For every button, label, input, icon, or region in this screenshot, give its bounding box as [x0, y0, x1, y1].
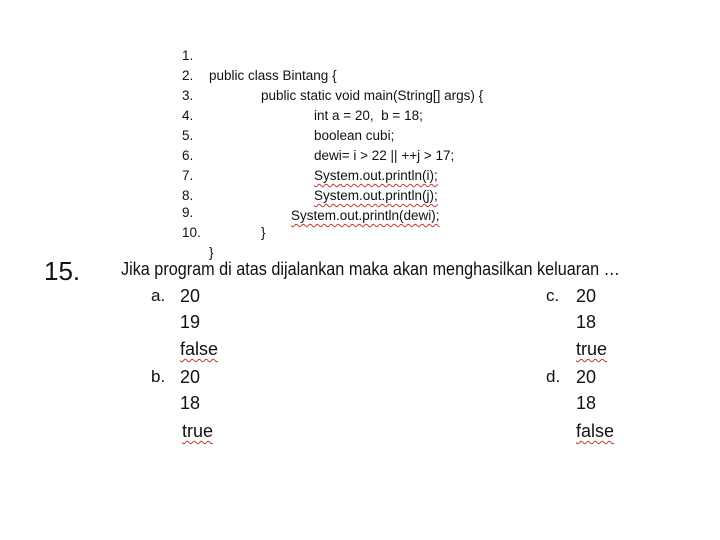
line-number: 2. — [182, 68, 194, 83]
question-text: Jika program di atas dijalankan maka akan menghasilkan keluaran … — [121, 259, 620, 279]
option-letter: a. — [151, 286, 166, 305]
option-letter: d. — [546, 367, 561, 386]
code-text: System.out.println(j); — [314, 188, 438, 203]
line-number: 5. — [182, 128, 194, 143]
line-number: 4. — [182, 108, 194, 123]
option-line: 18 — [576, 393, 597, 413]
code-line — [0, 203, 214, 260]
option-letter: b. — [151, 367, 166, 386]
option-line: false — [576, 421, 615, 441]
option-line: 18 — [180, 393, 201, 413]
option-line: 20 — [576, 367, 597, 387]
option-line: false — [180, 339, 219, 359]
code-line — [0, 26, 337, 83]
option-line: true — [182, 421, 214, 441]
option-line: 20 — [180, 367, 201, 387]
option-line: 20 — [180, 286, 201, 306]
code-text: public class Bintang { — [209, 68, 337, 83]
line-number: 1. — [182, 48, 194, 63]
line-number: 6. — [182, 148, 194, 163]
line-number: 10. — [182, 225, 201, 240]
line-number: 8. — [182, 188, 194, 203]
line-number: 7. — [182, 168, 194, 183]
option-line: 20 — [576, 286, 597, 306]
code-text: } — [261, 225, 266, 240]
code-text: System.out.println(dewi); — [291, 208, 440, 223]
code-text: dewi= i > 22 || ++j > 17; — [314, 148, 455, 163]
option-line: 19 — [180, 312, 201, 332]
code-listing — [0, 0, 720, 260]
code-text: int a = 20, b = 18; — [314, 108, 423, 123]
option-letter: c. — [546, 286, 560, 305]
question-number: 15. — [44, 256, 81, 286]
line-number: 3. — [182, 88, 194, 103]
code-text: } — [209, 245, 214, 260]
option-line: 18 — [576, 312, 597, 332]
code-text: System.out.println(i); — [314, 168, 438, 183]
option-line: true — [576, 339, 608, 359]
code-text: public static void main(String[] args) { — [261, 88, 484, 103]
line-number: 9. — [182, 205, 194, 220]
code-text: boolean cubi; — [314, 128, 395, 143]
